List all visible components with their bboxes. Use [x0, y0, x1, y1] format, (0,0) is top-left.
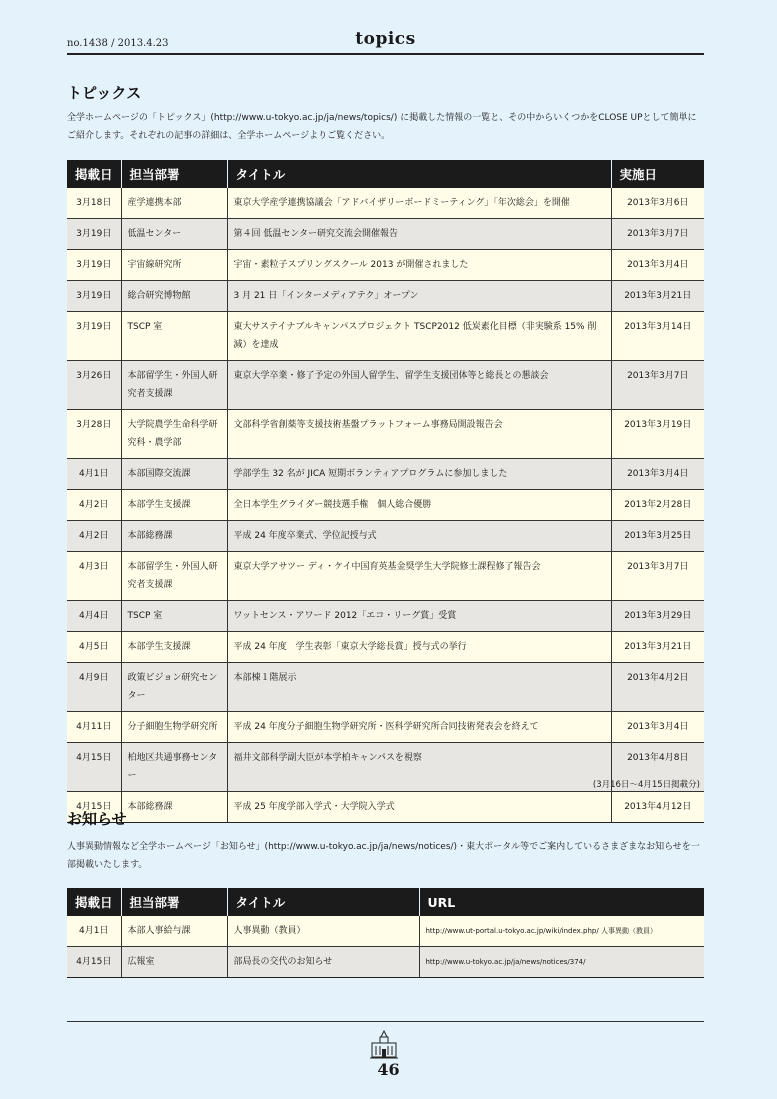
col-header-dept: 担当部署 — [121, 888, 227, 916]
cell-dept: 本部留学生・外国人研究者支援課 — [121, 552, 227, 601]
cell-dept: 宇宙線研究所 — [121, 250, 227, 281]
cell-dept: 本部総務課 — [121, 792, 227, 823]
cell-held-date: 2013年4月8日 — [611, 743, 704, 792]
table-row — [67, 632, 704, 663]
cell-date: 3月26日 — [67, 361, 121, 410]
table-row — [67, 361, 704, 410]
cell-dept: TSCP 室 — [121, 312, 227, 361]
col-header-title: タイトル — [227, 888, 419, 916]
cell-held-date: 2013年3月7日 — [611, 552, 704, 601]
university-building-icon — [368, 1028, 400, 1062]
cell-title: 平成 24 年度 学生表彰「東京大学総長賞」授与式の挙行 — [227, 632, 611, 663]
cell-dept: 本部総務課 — [121, 521, 227, 552]
cell-held-date: 2013年3月21日 — [611, 632, 704, 663]
cell-held-date: 2013年3月4日 — [611, 712, 704, 743]
cell-dept: 本部国際交流課 — [121, 459, 227, 490]
cell-dept: 産学連携本部 — [121, 188, 227, 219]
table-row — [67, 712, 704, 743]
cell-title: 部局長の交代のお知らせ — [227, 947, 419, 978]
cell-title: 平成 25 年度学部入学式・大学院入学式 — [227, 792, 611, 823]
cell-title: 学部学生 32 名が JICA 短期ボランティアプログラムに参加しました — [227, 459, 611, 490]
cell-held-date: 2013年4月12日 — [611, 792, 704, 823]
cell-held-date: 2013年3月7日 — [611, 361, 704, 410]
notices-header-row — [67, 888, 704, 916]
notices-table — [67, 888, 704, 978]
cell-held-date: 2013年2月28日 — [611, 490, 704, 521]
cell-date: 4月1日 — [67, 916, 121, 947]
cell-held-date: 2013年3月7日 — [611, 219, 704, 250]
col-header-title: タイトル — [227, 160, 611, 188]
cell-date: 4月1日 — [67, 459, 121, 490]
cell-dept: 低温センター — [121, 219, 227, 250]
cell-title: 平成 24 年度分子細胞生物学研究所・医科学研究所合同技術発表会を終えて — [227, 712, 611, 743]
issue-number: no.1438 / 2013.4.23 — [67, 38, 169, 49]
cell-date: 3月19日 — [67, 312, 121, 361]
col-header-date: 掲載日 — [67, 160, 121, 188]
cell-title: 本部棟１階展示 — [227, 663, 611, 712]
table-row — [67, 219, 704, 250]
table-row — [67, 281, 704, 312]
topics-table — [67, 160, 704, 823]
cell-held-date: 2013年3月6日 — [611, 188, 704, 219]
cell-held-date: 2013年3月14日 — [611, 312, 704, 361]
cell-date: 4月9日 — [67, 663, 121, 712]
page-number: 46 — [377, 1060, 400, 1079]
table-row — [67, 947, 704, 978]
cell-date: 4月5日 — [67, 632, 121, 663]
cell-title: 福井文部科学副大臣が本学柏キャンパスを視察 — [227, 743, 611, 792]
cell-url: http://www.ut-portal.u-tokyo.ac.jp/wiki/index.php/ 人事異動（教員） — [419, 916, 704, 947]
notices-intro: 人事異動情報など全学ホームページ「お知らせ」(http://www.u-tokyo.ac.jp/ja/news/notices/)・東大ポータル等でご案内しているさまざまなお知らせを一部掲載いたします。 — [67, 842, 700, 870]
table-row — [67, 601, 704, 632]
table-row — [67, 312, 704, 361]
table-row — [67, 663, 704, 712]
cell-title: 宇宙・素粒子スプリングスクール 2013 が開催されました — [227, 250, 611, 281]
cell-title: 東京大学産学連携協議会「アドバイザリーボードミーティング」「年次総会」を開催 — [227, 188, 611, 219]
cell-date: 4月2日 — [67, 521, 121, 552]
cell-dept: 政策ビジョン研究センター — [121, 663, 227, 712]
cell-date: 3月19日 — [67, 250, 121, 281]
cell-title: 東大サステイナブルキャンパスプロジェクト TSCP2012 低炭素化目標（非実験系 15% 削減）を達成 — [227, 312, 611, 361]
table-row — [67, 188, 704, 219]
table-row — [67, 521, 704, 552]
col-header-url: URL — [419, 888, 704, 916]
cell-date: 4月3日 — [67, 552, 121, 601]
cell-dept: 本部人事給与課 — [121, 916, 227, 947]
cell-title: 3 月 21 日「インターメディアテク」オープン — [227, 281, 611, 312]
footer-rule — [67, 1021, 704, 1022]
col-header-date: 掲載日 — [67, 888, 121, 916]
table-row — [67, 459, 704, 490]
table-row — [67, 916, 704, 947]
cell-held-date: 2013年3月29日 — [611, 601, 704, 632]
cell-title: 東京大学アサツー ディ・ケイ中国育英基金奨学生大学院修士課程修了報告会 — [227, 552, 611, 601]
cell-date: 4月4日 — [67, 601, 121, 632]
cell-title: 東京大学卒業・修了予定の外国人留学生、留学生支援団体等と総長との懇談会 — [227, 361, 611, 410]
cell-held-date: 2013年3月4日 — [611, 250, 704, 281]
page-header — [67, 30, 704, 52]
cell-title: 平成 24 年度卒業式、学位記授与式 — [227, 521, 611, 552]
table-row — [67, 490, 704, 521]
section-brand: topics — [355, 29, 416, 49]
topics-intro: 全学ホームページの「トピックス」(http://www.u-tokyo.ac.jp/ja/news/topics/) に掲載した情報の一覧と、その中からいくつかをCLOSE UPとして簡単にご紹介します。それぞれの記事の詳細は、全学ホームページよりご覧ください。 — [67, 113, 697, 141]
cell-title: 人事異動（教員） — [227, 916, 419, 947]
cell-date: 3月19日 — [67, 219, 121, 250]
topics-header-row — [67, 160, 704, 188]
cell-dept: 分子細胞生物学研究所 — [121, 712, 227, 743]
cell-title: 第４回 低温センター研究交流会開催報告 — [227, 219, 611, 250]
topics-heading: トピックス — [67, 84, 142, 102]
cell-date: 4月11日 — [67, 712, 121, 743]
cell-date: 4月15日 — [67, 743, 121, 792]
cell-date: 3月28日 — [67, 410, 121, 459]
cell-held-date: 2013年3月4日 — [611, 459, 704, 490]
cell-date: 4月2日 — [67, 490, 121, 521]
cell-date: 4月15日 — [67, 792, 121, 823]
table-row — [67, 552, 704, 601]
cell-title: 全日本学生グライダー競技選手権 個人総合優勝 — [227, 490, 611, 521]
table-row — [67, 410, 704, 459]
notices-heading: お知らせ — [67, 810, 127, 828]
cell-held-date: 2013年3月21日 — [611, 281, 704, 312]
cell-date: 4月15日 — [67, 947, 121, 978]
cell-held-date: 2013年3月19日 — [611, 410, 704, 459]
cell-dept: 本部学生支援課 — [121, 632, 227, 663]
cell-dept: 本部留学生・外国人研究者支援課 — [121, 361, 227, 410]
table-row — [67, 792, 704, 823]
cell-dept: 大学院農学生命科学研究科・農学部 — [121, 410, 227, 459]
cell-title: 文部科学省創薬等支援技術基盤プラットフォーム事務局開設報告会 — [227, 410, 611, 459]
table-row — [67, 250, 704, 281]
cell-dept: 本部学生支援課 — [121, 490, 227, 521]
cell-dept: 柏地区共通事務センター — [121, 743, 227, 792]
cell-dept: 広報室 — [121, 947, 227, 978]
cell-held-date: 2013年3月25日 — [611, 521, 704, 552]
header-rule — [67, 53, 704, 55]
cell-held-date: 2013年4月2日 — [611, 663, 704, 712]
cell-title: ワットセンス・アワード 2012「エコ・リーグ賞」受賞 — [227, 601, 611, 632]
cell-date: 3月19日 — [67, 281, 121, 312]
cell-dept: TSCP 室 — [121, 601, 227, 632]
col-header-held: 実施日 — [611, 160, 704, 188]
cell-dept: 総合研究博物館 — [121, 281, 227, 312]
date-range-note: (3月16日〜4月15日掲載分) — [592, 780, 700, 790]
col-header-dept: 担当部署 — [121, 160, 227, 188]
cell-url: http://www.u-tokyo.ac.jp/ja/news/notices/374/ — [419, 947, 704, 978]
cell-date: 3月18日 — [67, 188, 121, 219]
